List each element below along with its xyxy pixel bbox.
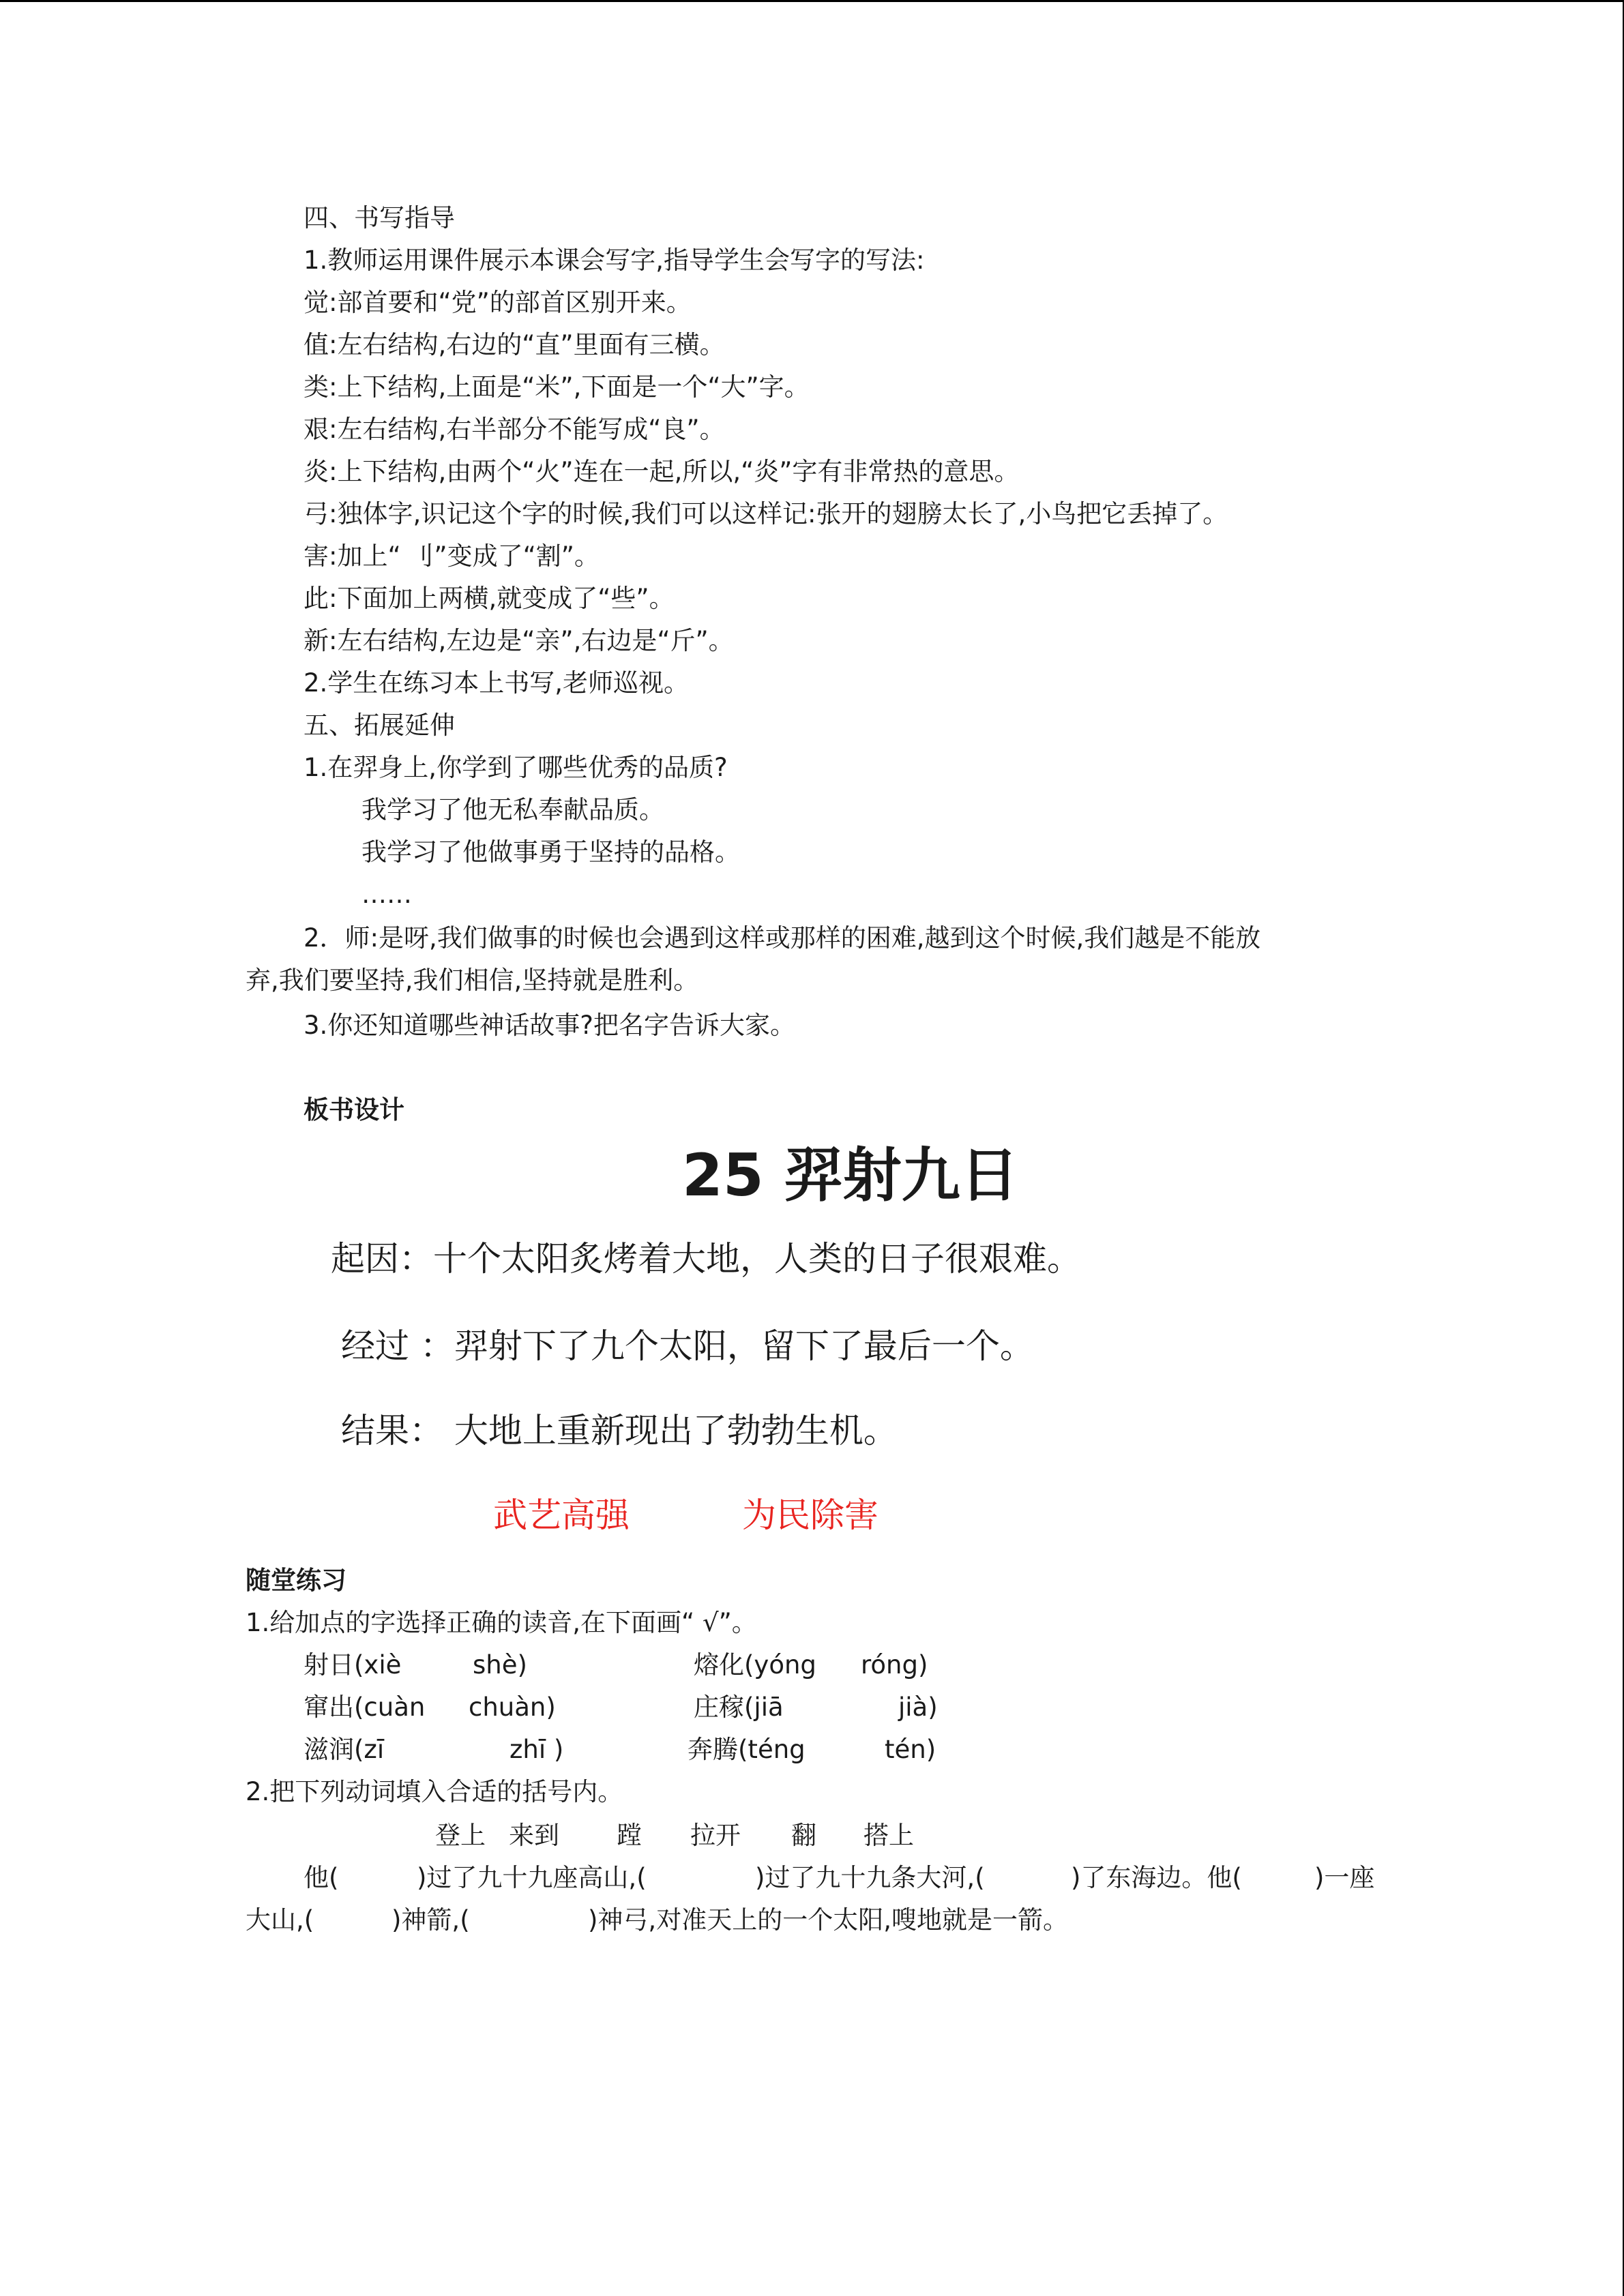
section-heading-extension: 五、拓展延伸 [304,711,455,740]
extension-answer: 我学习了他无私奉献品质。 [361,795,664,824]
verb-option: 拉开 [690,1821,741,1850]
verb-option: 来到 [509,1821,559,1850]
fill-text: )神弓,对准天上的一个太阳,嗖地就是一箭。 [588,1905,1068,1935]
char-note: 类:上下结构,上面是“米”,下面是一个“大”字。 [304,372,810,402]
practice-heading: 随堂练习 [246,1566,346,1595]
practice-question-1: 1.给加点的字选择正确的读音,在下面画“ √”。 [246,1608,757,1637]
char-note: 炎:上下结构,由两个“火”连在一起,所以,“炎”字有非常热的意思。 [304,457,1020,486]
fill-text: )了东海边。他( [1071,1863,1242,1892]
pinyin-option: 滋润(zī [304,1735,385,1764]
extension-question-2-line2: 弃,我们要坚持,我们相信,坚持就是胜利。 [246,966,699,995]
pinyin-option: 射日(xiè [304,1650,402,1680]
char-note: 值:左右结构,右边的“直”里面有三横。 [304,330,725,359]
pinyin-option: 窜出(cuàn [304,1693,426,1722]
extension-answer-ellipsis: …… [361,880,412,909]
extension-answer: 我学习了他做事勇于坚持的品格。 [361,837,740,867]
writing-item-1: 1.教师运用课件展示本课会写字,指导学生会写字的写法: [304,245,925,275]
board-cause: 起因：十个太阳炙烤着大地，人类的日子很艰难。 [331,1239,1081,1279]
verb-option: 搭上 [863,1821,914,1850]
pinyin-option: róng) [861,1650,928,1680]
fill-text: 他( [304,1863,339,1892]
char-note: 觉:部首要和“党”的部首区别开来。 [304,288,692,317]
pinyin-option: zhī ) [510,1735,564,1764]
char-note: 此:下面加上两横,就变成了“些”。 [304,584,675,613]
fill-text: 大山,( [246,1905,314,1935]
page-top-border [0,0,1624,2]
pinyin-option: 奔腾(téng [688,1735,806,1764]
board-result: 结果： 大地上重新现出了勃勃生机。 [341,1411,898,1450]
extension-question-2-line1: 2．师:是呀,我们做事的时候也会遇到这样或那样的困难,越到这个时候,我们越是不能放 [304,923,1261,953]
section-heading-writing: 四、书写指导 [304,203,455,233]
extension-question-1: 1.在羿身上,你学到了哪些优秀的品质? [304,753,728,782]
extension-question-3: 3.你还知道哪些神话故事?把名字告诉大家。 [304,1011,795,1040]
char-note: 害:加上“ 刂”变成了“割”。 [304,541,600,571]
fill-text: )一座 [1314,1863,1375,1892]
pinyin-option: 熔化(yóng [694,1650,816,1680]
char-note: 艰:左右结构,右半部分不能写成“良”。 [304,415,725,444]
char-note: 弓:独体字,识记这个字的时候,我们可以这样记:张开的翅膀太长了,小鸟把它丢掉了。 [304,499,1228,528]
writing-item-2: 2.学生在练习本上书写,老师巡视。 [304,668,690,698]
board-heading: 板书设计 [304,1095,404,1124]
verb-option: 翻 [791,1821,816,1850]
verb-option: 登上 [435,1821,486,1850]
fill-text: )过了九十九座高山,( [417,1863,647,1892]
board-quality-2: 为民除害 [742,1495,879,1535]
practice-question-2: 2.把下列动词填入合适的括号内。 [246,1777,623,1806]
pinyin-option: 庄稼(jiā [694,1693,784,1722]
board-quality-1: 武艺高强 [493,1495,630,1535]
pinyin-option: jià) [898,1693,938,1722]
board-process: 经过 ：羿射下了九个太阳，留下了最后一个。 [341,1326,1034,1366]
pinyin-option: tén) [885,1735,936,1764]
fill-text: )过了九十九条大河,( [755,1863,985,1892]
pinyin-option: chuàn) [469,1693,556,1722]
char-note: 新:左右结构,左边是“亲”,右边是“斤”。 [304,626,734,655]
board-title: 25 羿射九日 [682,1142,1019,1210]
verb-option: 蹚 [617,1821,642,1850]
fill-text: )神箭,( [392,1905,470,1935]
pinyin-option: shè) [473,1650,527,1680]
